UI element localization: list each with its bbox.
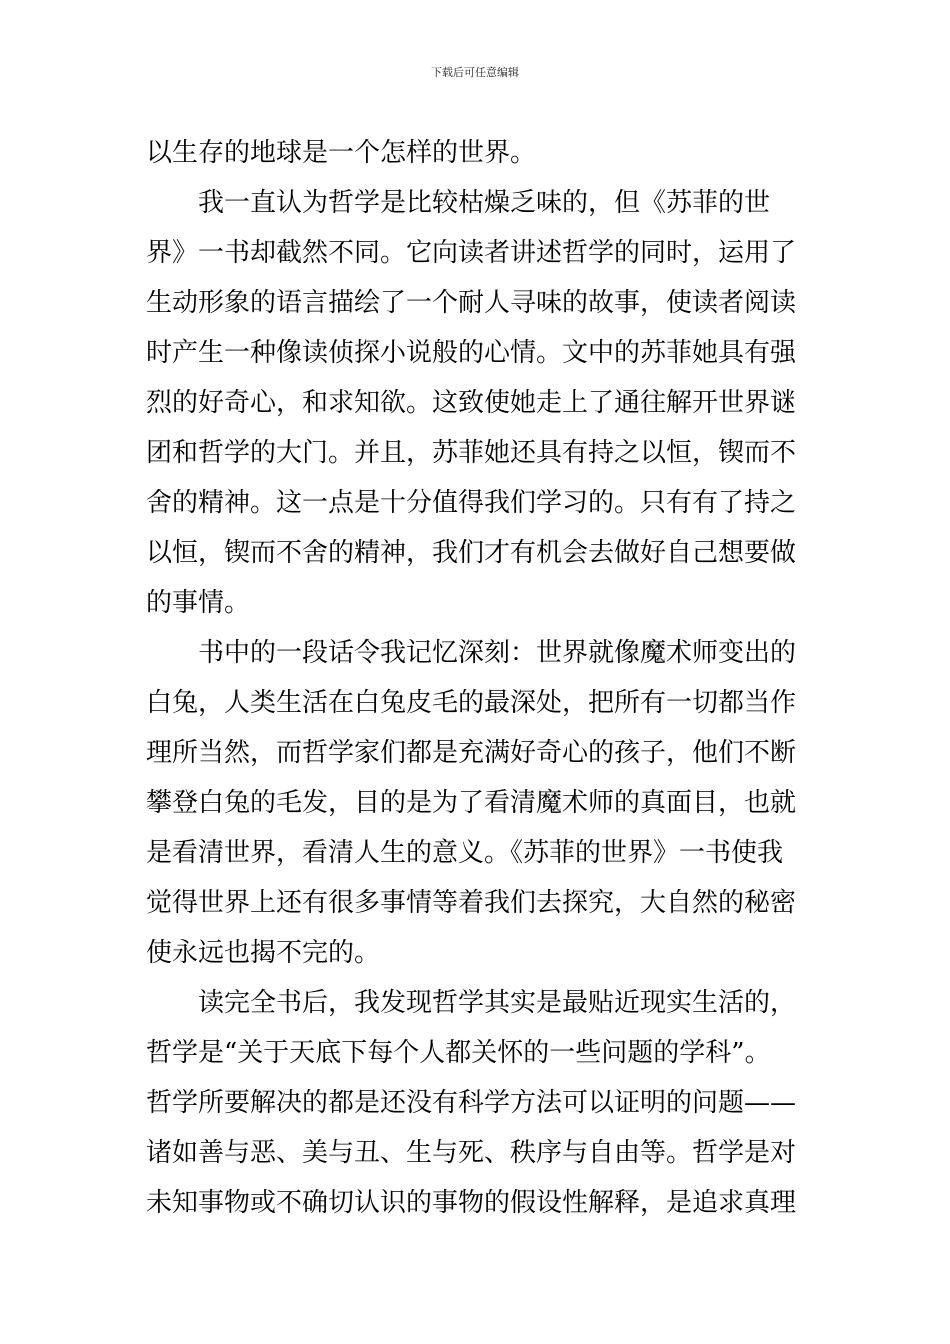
text-line: 白兔，人类生活在白兔皮毛的最深处，把所有一切都当作 (146, 688, 797, 718)
text-line: 生动形象的语言描绘了一个耐人寻味的故事，使读者阅读 (146, 288, 797, 318)
text-line: 界》一书却截然不同。它向读者讲述哲学的同时，运用了 (146, 238, 797, 268)
paragraph-start-line: 书中的一段话令我记忆深刻：世界就像魔术师变出的 (198, 638, 797, 668)
text-line: 哲学所要解决的都是还没有科学方法可以证明的问题—— (146, 1088, 797, 1118)
page-header: 下载后可任意编辑 (431, 66, 519, 79)
text-line: 的事情。 (146, 588, 251, 618)
text-line: 理所当然，而哲学家们都是充满好奇心的孩子，他们不断 (146, 738, 797, 768)
text-line: 是看清世界，看清人生的意义。《苏菲的世界》一书使我 (146, 838, 784, 868)
text-line: 未知事物或不确切认识的事物的假设性解释，是追求真理 (146, 1188, 797, 1218)
text-line: 攀登白兔的毛发，目的是为了看清魔术师的真面目，也就 (146, 788, 797, 818)
paragraph-start-line: 读完全书后，我发现哲学其实是最贴近现实生活的， (198, 988, 797, 1018)
paragraph-start-line: 我一直认为哲学是比较枯燥乏味的，但《苏菲的世 (198, 188, 771, 218)
text-line: 诸如善与恶、美与丑、生与死、秩序与自由等。哲学是对 (146, 1138, 797, 1168)
text-line: 觉得世界上还有很多事情等着我们去探究，大自然的秘密 (146, 888, 797, 918)
text-line: 以生存的地球是一个怎样的世界。 (146, 138, 537, 168)
document-body (146, 128, 806, 1228)
text-line: 烈的好奇心，和求知欲。这致使她走上了通往解开世界谜 (146, 388, 797, 418)
text-line: 舍的精神。这一点是十分值得我们学习的。只有有了持之 (146, 488, 797, 518)
text-line: 时产生一种像读侦探小说般的心情。文中的苏菲她具有强 (146, 338, 797, 368)
text-line: 团和哲学的大门。并且，苏菲她还具有持之以恒，锲而不 (146, 438, 797, 468)
text-line: 使永远也揭不完的。 (146, 938, 381, 968)
text-line: 哲学是“关于天底下每个人都关怀的一些问题的学科”。 (146, 1038, 771, 1068)
text-line: 以恒，锲而不舍的精神，我们才有机会去做好自己想要做 (146, 538, 797, 568)
